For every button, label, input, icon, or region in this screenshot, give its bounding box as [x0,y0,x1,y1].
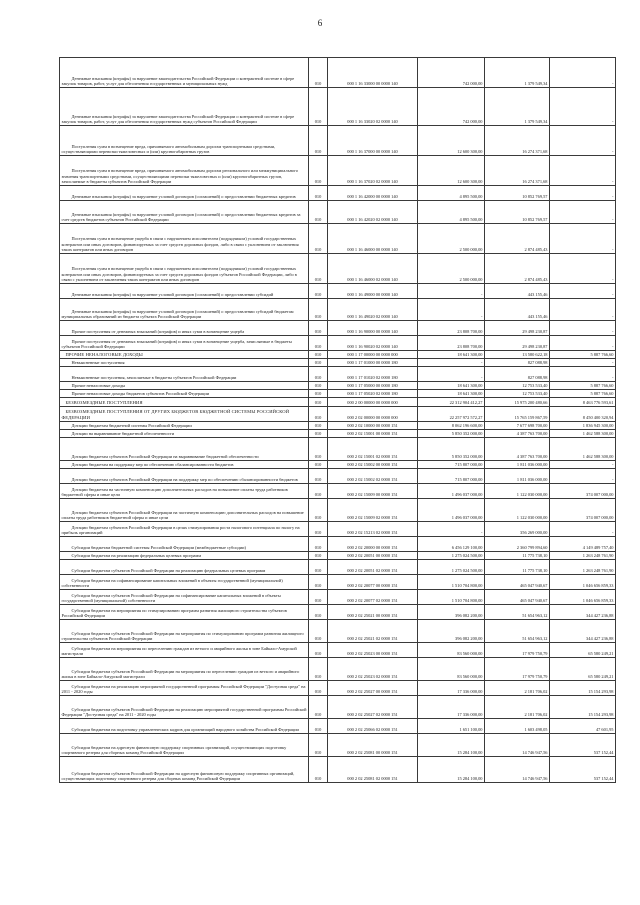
row-unexecuted: - [550,186,616,201]
row-unexecuted: - [550,254,616,284]
row-approved: 1 510 704 800,00 [418,590,485,605]
row-approved: 396 082 200,00 [418,620,485,643]
row-approved: 715 807 000,00 [418,461,485,469]
row-kbk: 000 1 17 05020 02 0000 180 [328,390,418,398]
row-executed: 465 047 940,67 [485,575,550,590]
row-unexecuted: 5 887 766,60 [550,351,616,359]
row-unexecuted: - [550,299,616,321]
table-row [60,461,616,469]
row-code: 010 [309,620,328,643]
row-name: Денежные взыскания (штрафы) за нарушение законодательства Российской Федерации о контрактной системе в сфере закупок товаров, работ, услуг для обеспечения государственных нужд субъектов Российской Федерации [60,88,309,126]
row-approved: 12 600 300,00 [418,126,485,156]
row-name: Субсидии бюджетам бюджетной системы Российской Федерации (межбюджетные субсидии) [60,537,309,552]
row-code: 010 [309,382,328,390]
row-executed: 465 047 940,67 [485,590,550,605]
row-code: 010 [309,560,328,575]
row-name: Субсидии бюджетам на реализацию мероприятий государственной программы Российской Федерации "Доступная среда" на 2011 - 2020 годы [60,681,309,696]
table-row [60,390,616,398]
row-code: 010 [309,398,328,407]
row-kbk: 000 2 02 25021 00 0000 151 [328,605,418,620]
row-kbk: 000 2 02 25027 02 0000 151 [328,696,418,719]
row-kbk: 000 2 00 00000 00 0000 000 [328,398,418,407]
row-code: 010 [309,734,328,757]
row-name: Субсидии бюджетам субъектов Российской Федерации на реализацию мероприятий государственной программы Российской Федерации "Доступная среда" на 2011 - 2020 годы [60,696,309,719]
row-code: 010 [309,605,328,620]
row-approved: - [418,367,485,382]
table-row [60,407,616,422]
table-row [60,58,616,88]
row-executed: 1 122 030 000,00 [485,484,550,499]
row-name: Дотации бюджетам субъектов Российской Федерации на выравнивание бюджетной обеспеченности [60,438,309,461]
row-name: Субсидии бюджетам на софинансирование капитальных вложений в объекты государственной (муниципальной) собственности [60,575,309,590]
row-code: 010 [309,58,328,88]
row-code: 010 [309,696,328,719]
row-name: Денежные взыскания (штрафы) за нарушение условий договоров (соглашений) о предоставлении субсидий [60,284,309,299]
row-executed: 1 122 030 000,00 [485,499,550,522]
row-code: 010 [309,552,328,560]
row-approved: 5 850 352 000,00 [418,430,485,438]
row-code: 010 [309,499,328,522]
row-executed: 12 753 533,40 [485,382,550,390]
row-unexecuted: - [550,359,616,367]
table-row [60,367,616,382]
row-name: Субсидии бюджетам на реализацию федеральных целевых программ [60,552,309,560]
row-approved: 18 641 300,00 [418,382,485,390]
row-code: 010 [309,430,328,438]
row-approved: 1 496 037 000,00 [418,499,485,522]
row-name: Дотации бюджетам субъектов Российской Федерации на поддержку мер по обеспечению сбалансированности бюджетов [60,469,309,484]
row-executed: 11 775 738,10 [485,552,550,560]
row-name: Дотации на выравнивание бюджетной обеспеченности [60,430,309,438]
row-approved: 83 560 000,00 [418,643,485,658]
table-row [60,438,616,461]
row-kbk: 000 2 02 20000 00 0000 151 [328,537,418,552]
row-unexecuted: - [550,224,616,254]
row-unexecuted: - [550,284,616,299]
row-name: Денежные взыскания (штрафы) за нарушение условий договоров (соглашений) о предоставлении бюджетных кредитов [60,186,309,201]
row-kbk: 000 1 16 49000 00 0000 140 [328,284,418,299]
table-row [60,186,616,201]
table-row [60,575,616,590]
row-executed: 1 811 036 000,00 [485,461,550,469]
row-approved: 2 500 000,00 [418,224,485,254]
row-name: Субсидии бюджетам субъектов Российской Федерации на софинансирование капитальных вложений в объекты государственной (муниципальной) собственности [60,590,309,605]
row-approved: - [418,284,485,299]
row-name: Дотации бюджетам субъектов Российской Федерации в целях стимулирования роста налогового потенциала по налогу на прибыль организаций [60,522,309,537]
row-code: 010 [309,575,328,590]
row-kbk: 000 2 02 15213 02 0000 151 [328,522,418,537]
row-name: Денежные взыскания (штрафы) за нарушение законодательства Российской Федерации о контрактной системе в сфере закупок товаров, работ, услуг для обеспечения государственных и муниципальных нужд [60,58,309,88]
row-unexecuted: 4 149 489 757,40 [550,537,616,552]
row-approved: - [418,299,485,321]
row-name: ПРОЧИЕ НЕНАЛОГОВЫЕ ДОХОДЫ [60,351,309,359]
table-row [60,284,616,299]
row-approved: 4 895 500,00 [418,186,485,201]
row-approved: 18 641 300,00 [418,351,485,359]
row-approved: 1 510 704 800,00 [418,575,485,590]
table-row [60,605,616,620]
row-approved: 8 062 196 600,00 [418,422,485,430]
row-code: 010 [309,254,328,284]
row-code: 010 [309,590,328,605]
row-kbk: 000 2 02 15001 02 0000 151 [328,438,418,461]
row-kbk: 000 2 02 00000 00 0000 000 [328,407,418,422]
row-kbk: 000 2 02 25081 00 0000 151 [328,734,418,757]
table-row [60,254,616,284]
row-kbk: 000 2 02 15002 02 0000 151 [328,469,418,484]
row-unexecuted: 344 427 236,88 [550,620,616,643]
row-approved: 1 651 100,00 [418,719,485,734]
table-row [60,382,616,390]
table-row [60,336,616,351]
row-kbk: 000 1 16 37020 02 0000 140 [328,156,418,186]
row-approved: 15 284 100,00 [418,757,485,783]
row-code: 010 [309,469,328,484]
row-unexecuted: - [550,156,616,186]
row-approved: 715 807 000,00 [418,469,485,484]
row-approved: 1 496 037 000,00 [418,484,485,499]
row-executed: 2 181 706,02 [485,681,550,696]
row-code: 010 [309,484,328,499]
row-unexecuted: - [550,469,616,484]
row-unexecuted: 1 046 656 859,33 [550,575,616,590]
row-code: 010 [309,407,328,422]
row-approved: 23 808 700,00 [418,336,485,351]
row-executed: 4 387 763 700,00 [485,438,550,461]
row-executed: 2 874 485,43 [485,224,550,254]
row-unexecuted: 1 836 945 300,00 [550,422,616,430]
row-executed: 14 746 947,56 [485,734,550,757]
row-executed: 10 852 769,57 [485,186,550,201]
row-executed: 15 765 159 867,59 [485,407,550,422]
row-kbk: 000 2 02 15009 02 0000 151 [328,499,418,522]
table-row [60,757,616,783]
row-executed: 13 580 622,18 [485,351,550,359]
row-code: 010 [309,321,328,336]
row-name: Поступления сумм в возмещение вреда, причиняемого автомобильным дорогам транспортными средствами, осуществляющими перевозки тяжеловесных и (или) крупногабаритных грузов [60,126,309,156]
row-unexecuted: - [550,367,616,382]
row-unexecuted: 65 580 249,21 [550,643,616,658]
row-name: Субсидии бюджетам на мероприятия по стимулированию программ развития жилищного строительства субъектов Российской Федерации [60,605,309,620]
row-name: Субсидии бюджетам субъектов Российской Федерации на мероприятия по стимулированию программ развития жилищного строительства субъектов Российской Федерации [60,620,309,643]
row-kbk: 000 2 02 25066 02 0000 151 [328,719,418,734]
row-executed: 16 274 371,68 [485,156,550,186]
row-approved: 23 808 700,00 [418,321,485,336]
row-unexecuted: 1 462 588 300,00 [550,438,616,461]
row-unexecuted: 1 046 656 859,33 [550,590,616,605]
row-approved: - [418,522,485,537]
row-unexecuted: - [550,461,616,469]
row-approved: 1 275 024 500,00 [418,560,485,575]
row-code: 010 [309,537,328,552]
row-name: Прочие неналоговые доходы бюджетов субъектов Российской Федерации [60,390,309,398]
row-kbk: 000 1 16 37000 00 0000 140 [328,126,418,156]
row-approved: 83 560 000,00 [418,658,485,681]
row-code: 010 [309,156,328,186]
row-unexecuted: - [550,321,616,336]
row-name: Невыясненные поступления, зачисляемые в бюджеты субъектов Российской Федерации [60,367,309,382]
row-approved: 1 275 024 500,00 [418,552,485,560]
row-code: 010 [309,201,328,224]
row-kbk: 000 2 02 25081 02 0000 151 [328,757,418,783]
row-executed: 1 379 549,34 [485,58,550,88]
table-row [60,658,616,681]
row-kbk: 000 1 17 05000 00 0000 180 [328,382,418,390]
row-executed: 17 979 750,79 [485,658,550,681]
row-name: Дотации бюджетам бюджетной системы Российской Федерации [60,422,309,430]
row-executed: 14 746 947,56 [485,757,550,783]
row-executed: 51 654 963,12 [485,605,550,620]
row-unexecuted: 537 152,44 [550,757,616,783]
row-approved: 15 284 100,00 [418,734,485,757]
row-kbk: 000 1 16 33000 00 0000 140 [328,58,418,88]
row-executed: 2 360 799 894,60 [485,537,550,552]
table-row [60,620,616,643]
row-approved: 6 456 129 100,00 [418,537,485,552]
row-code: 010 [309,284,328,299]
row-name: Прочие поступления от денежных взысканий (штрафов) и иных сумм в возмещение ущерба, зачисляемые в бюджеты субъектов Российской Федерации [60,336,309,351]
row-name: Субсидии бюджетам субъектов Российской Федерации на мероприятия по переселению граждан из ветхого и аварийного жилья в зоне Байкало-Амурской магистрали [60,658,309,681]
table-row [60,88,616,126]
row-executed: 15 975 200 480,66 [485,398,550,407]
row-code: 010 [309,224,328,254]
row-executed: 16 274 371,68 [485,126,550,156]
row-approved: 22 257 972 572,27 [418,407,485,422]
row-unexecuted: - [550,88,616,126]
row-kbk: 000 1 16 90000 00 0000 140 [328,321,418,336]
table-row [60,522,616,537]
row-kbk: 000 2 02 25027 00 0000 151 [328,681,418,696]
row-kbk: 000 2 02 20077 02 0000 151 [328,590,418,605]
row-kbk: 000 2 02 25021 02 0000 151 [328,620,418,643]
row-code: 010 [309,658,328,681]
row-executed: 443 155,46 [485,299,550,321]
row-kbk: 000 2 02 20077 00 0000 151 [328,575,418,590]
row-kbk: 000 1 17 01020 02 0000 180 [328,367,418,382]
report-table-body [60,58,616,783]
row-unexecuted: 374 007 000,00 [550,484,616,499]
row-name: Субсидии бюджетам на адресную финансовую поддержку спортивных организаций, осуществляющих подготовку спортивного резерва для сборных команд Российской Федерации [60,734,309,757]
row-unexecuted: 8 463 776 593,61 [550,398,616,407]
row-kbk: 000 1 16 90020 02 0000 140 [328,336,418,351]
table-row [60,484,616,499]
table-row [60,224,616,254]
table-row [60,499,616,522]
page-number: 6 [317,18,323,28]
row-name: Субсидии бюджетам на мероприятия по переселению граждан из ветхого и аварийного жилья в зоне Байкало-Амурской магистрали [60,643,309,658]
row-unexecuted: - [550,522,616,537]
row-approved: 17 336 000,00 [418,681,485,696]
row-approved: 17 336 000,00 [418,696,485,719]
table-row [60,321,616,336]
row-kbk: 000 1 16 42000 00 0000 140 [328,186,418,201]
row-code: 010 [309,299,328,321]
row-name: Денежные взыскания (штрафы) за нарушение условий договоров (соглашений) о предоставлении субсидий бюджетам муниципальных образований из бюджета субъекта Российской Федерации [60,299,309,321]
row-unexecuted: 15 154 293,98 [550,696,616,719]
row-executed: 2 874 485,43 [485,254,550,284]
row-kbk: 000 2 02 25023 02 0000 151 [328,658,418,681]
row-name: Прочие неналоговые доходы [60,382,309,390]
row-approved: 22 312 904 412,27 [418,398,485,407]
row-code: 010 [309,367,328,382]
row-unexecuted: 1 462 588 300,00 [550,430,616,438]
row-kbk: 000 2 02 15001 00 0000 151 [328,430,418,438]
table-row [60,734,616,757]
row-name: Прочие поступления от денежных взысканий (штрафов) и иных сумм в возмещение ущерба [60,321,309,336]
row-executed: 29 498 230,87 [485,336,550,351]
row-code: 010 [309,461,328,469]
table-row [60,126,616,156]
row-kbk: 000 1 16 46000 02 0000 140 [328,254,418,284]
table-row [60,398,616,407]
row-name: Денежные взыскания (штрафы) за нарушение условий договоров (соглашений) о предоставлении бюджетных кредитов за счет средств бюджетов субъектов Российской Федерации [60,201,309,224]
row-name: Дотации бюджетам на поддержку мер по обеспечению сбалансированности бюджетов [60,461,309,469]
table-row [60,201,616,224]
row-approved: 4 895 500,00 [418,201,485,224]
row-approved: - [418,359,485,367]
row-approved: 12 600 300,00 [418,156,485,186]
row-name: БЕЗВОЗМЕЗДНЫЕ ПОСТУПЛЕНИЯ ОТ ДРУГИХ БЮДЖЕТОВ БЮДЖЕТНОЙ СИСТЕМЫ РОССИЙСКОЙ ФЕДЕРАЦИИ [60,407,309,422]
row-code: 010 [309,351,328,359]
revenue-report-table [59,57,616,783]
row-unexecuted: - [550,126,616,156]
row-executed: 827 088,98 [485,367,550,382]
table-row [60,590,616,605]
table-row [60,422,616,430]
row-kbk: 000 1 17 00000 00 0000 000 [328,351,418,359]
row-executed: 1 811 036 000,00 [485,469,550,484]
row-unexecuted: 1 263 248 761,90 [550,552,616,560]
row-kbk: 000 2 02 20051 02 0000 151 [328,560,418,575]
row-code: 010 [309,438,328,461]
row-executed: 12 753 533,40 [485,390,550,398]
row-code: 010 [309,186,328,201]
row-kbk: 000 1 16 42020 02 0000 140 [328,201,418,224]
row-code: 010 [309,126,328,156]
row-executed: 29 498 230,87 [485,321,550,336]
table-row [60,537,616,552]
row-name: Субсидии бюджетам субъектов Российской Федерации на адресную финансовую поддержку спортивных организаций, осуществляющих подготовку спортивного резерва для сборных команд Российской Федерации [60,757,309,783]
row-executed: 2 181 706,02 [485,696,550,719]
row-executed: 827 088,98 [485,359,550,367]
row-executed: 1 379 549,34 [485,88,550,126]
table-row [60,681,616,696]
row-approved: 5 850 352 000,00 [418,438,485,461]
row-executed: 4 387 763 700,00 [485,430,550,438]
table-row [60,696,616,719]
row-unexecuted: 5 887 766,60 [550,390,616,398]
row-name: Поступления сумм в возмещение ущерба в связи с нарушением исполнителем (подрядчиком) условий государственных контрактов или иных договоров, финансируемых за счет средств дорожных фондов субъектов Российской Федерации, либо в связи с уклонением от заключения таких контрактов или иных договоров [60,254,309,284]
row-kbk: 000 2 02 15002 00 0000 151 [328,461,418,469]
row-code: 010 [309,757,328,783]
table-row [60,643,616,658]
row-kbk: 000 2 02 10000 00 0000 151 [328,422,418,430]
row-executed: 17 979 750,79 [485,643,550,658]
row-unexecuted: 8 450 400 320,94 [550,407,616,422]
row-code: 010 [309,390,328,398]
row-executed: 7 677 698 700,00 [485,422,550,430]
row-name: Субсидии бюджетам на подготовку управленческих кадров для организаций народного хозяйства Российской Федерации [60,719,309,734]
row-code: 010 [309,719,328,734]
row-kbk: 000 2 02 25023 00 0000 151 [328,643,418,658]
row-executed: 356 269 000,00 [485,522,550,537]
row-executed: 11 775 738,10 [485,560,550,575]
row-executed: 10 852 769,57 [485,201,550,224]
row-name: Дотации бюджетам на частичную компенсацию дополнительных расходов на повышение оплаты труда работников бюджетной сферы и иные цели [60,484,309,499]
row-code: 010 [309,681,328,696]
row-kbk: 000 2 02 20051 00 0000 151 [328,552,418,560]
row-unexecuted: 1 263 248 761,90 [550,560,616,575]
table-row [60,719,616,734]
table-row [60,351,616,359]
table-row [60,469,616,484]
row-code: 010 [309,643,328,658]
table-row [60,430,616,438]
table-row [60,156,616,186]
row-unexecuted: - [550,58,616,88]
row-name: Поступления сумм в возмещение ущерба в связи с нарушением исполнителем (подрядчиком) условий государственных контрактов или иных договоров, финансируемых за счет средств дорожных фондов, либо в связи с уклонением от заключения таких контрактов или иных договоров [60,224,309,254]
table-row [60,359,616,367]
row-unexecuted: 374 007 000,00 [550,499,616,522]
row-executed: 51 654 963,12 [485,620,550,643]
row-kbk: 000 1 16 33020 02 0000 140 [328,88,418,126]
row-code: 010 [309,422,328,430]
row-approved: 18 641 300,00 [418,390,485,398]
row-approved: 396 082 200,00 [418,605,485,620]
row-kbk: 000 1 16 46000 00 0000 140 [328,224,418,254]
row-code: 010 [309,522,328,537]
table-row [60,552,616,560]
row-name: Невыясненные поступления [60,359,309,367]
row-unexecuted: 15 154 293,98 [550,681,616,696]
row-name: Дотации бюджетам субъектов Российской Федерации на частичную компенсацию дополнительных расходов на повышение оплаты труда работников бюджетной сферы и иные цели [60,499,309,522]
row-name: Субсидии бюджетам субъектов Российской Федерации на реализацию федеральных целевых программ [60,560,309,575]
row-unexecuted: 537 152,44 [550,734,616,757]
row-code: 010 [309,336,328,351]
row-unexecuted: - [550,336,616,351]
row-executed: 1 603 498,05 [485,719,550,734]
row-unexecuted: - [550,201,616,224]
row-kbk: 000 2 02 15009 00 0000 151 [328,484,418,499]
row-kbk: 000 1 16 49020 02 0000 140 [328,299,418,321]
row-unexecuted: 5 887 766,60 [550,382,616,390]
row-name: БЕЗВОЗМЕЗДНЫЕ ПОСТУПЛЕНИЯ [60,398,309,407]
table-row [60,560,616,575]
row-name: Поступления сумм в возмещение вреда, причиняемого автомобильным дорогам регионального или межмуниципального значения транспортными средствами, осуществляющими перевозки тяжеловесных и (или) крупногабаритных грузов, зачисляемые в бюджеты субъектов Российской Федерации [60,156,309,186]
row-unexecuted: 47 601,95 [550,719,616,734]
row-kbk: 000 1 17 01000 00 0000 180 [328,359,418,367]
row-executed: 443 155,46 [485,284,550,299]
table-row [60,299,616,321]
row-approved: 742 000,00 [418,58,485,88]
row-approved: 2 500 000,00 [418,254,485,284]
row-code: 010 [309,359,328,367]
row-approved: 742 000,00 [418,88,485,126]
row-unexecuted: 65 580 249,21 [550,658,616,681]
row-code: 010 [309,88,328,126]
row-unexecuted: 344 427 236,88 [550,605,616,620]
